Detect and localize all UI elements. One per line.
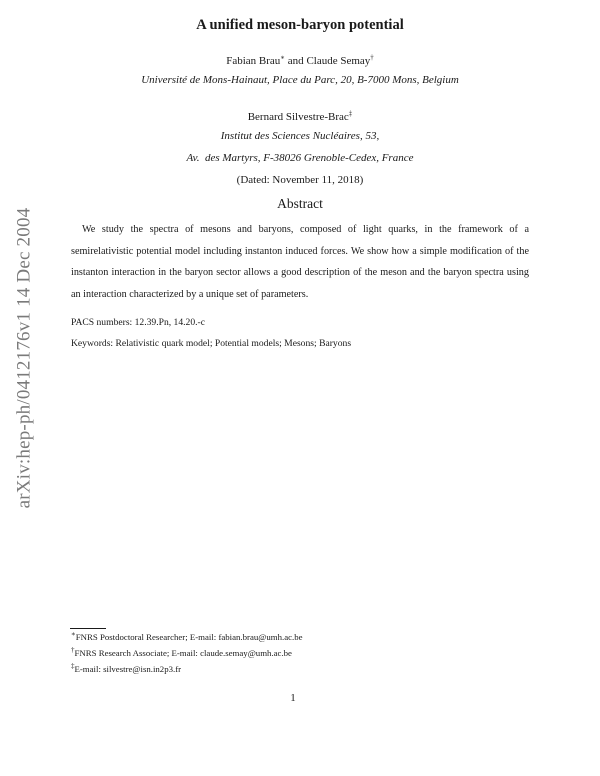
arxiv-id-text: arXiv:hep-ph/0412176v1 14 Dec 2004	[13, 207, 34, 509]
author-name: Claude Semay	[306, 55, 371, 67]
footnote	[71, 664, 181, 674]
affiliation-2-line-2: Av. des Martyrs, F-38026 Grenoble-Cedex, France	[186, 152, 414, 164]
footnote	[71, 632, 303, 642]
footnote-text: FNRS Postdoctoral Researcher; E-mail: fabian.brau@umh.ac.be	[75, 632, 303, 642]
footnote-marker: †	[71, 646, 75, 655]
footnote-rule	[70, 628, 106, 629]
footnote-text: E-mail: silvestre@isn.in2p3.fr	[74, 664, 182, 674]
footnote-marker: ‡	[71, 662, 75, 671]
affiliation-1: Université de Mons-Hainaut, Place du Parc, 20, B-7000 Mons, Belgium	[141, 74, 459, 86]
affiliation-2-line-1: Institut des Sciences Nucléaires, 53,	[220, 130, 380, 142]
author-name: Fabian Brau	[226, 55, 281, 67]
author-line-1	[70, 55, 530, 67]
author-name: Bernard Silvestre-Brac	[247, 111, 349, 123]
paper-title: A unified meson-baryon potential	[196, 17, 404, 33]
date-line: (Dated: November 11, 2018)	[236, 174, 364, 186]
footnote	[71, 648, 292, 658]
footnote-marker: ∗	[71, 630, 76, 639]
keywords: Keywords: Relativistic quark model; Potential models; Mesons; Baryons	[71, 338, 352, 349]
arxiv-side-identifier	[4, 198, 44, 518]
footnote-marker: ‡	[348, 109, 353, 118]
author-separator: and	[285, 55, 307, 67]
pacs-numbers: PACS numbers: 12.39.Pn, 14.20.-c	[71, 317, 205, 328]
abstract-text	[71, 219, 529, 305]
footnote-marker: ∗	[280, 53, 286, 62]
footnote-marker: †	[370, 53, 374, 62]
page-number: 1	[290, 692, 296, 704]
abstract-paragraph: We study the spectra of mesons and baryons, composed of light quarks, in the framework of a semirelativistic potential model including instanton induced forces. We show how a simple modification of the instanton interaction in the baryon sector allows a good description of the meson and the baryon spectra using an interaction characterized by a unique set of parameters.	[71, 224, 529, 300]
author-line-2	[70, 111, 530, 123]
footnote-text: FNRS Research Associate; E-mail: claude.semay@umh.ac.be	[74, 648, 292, 658]
abstract-heading: Abstract	[277, 196, 323, 211]
